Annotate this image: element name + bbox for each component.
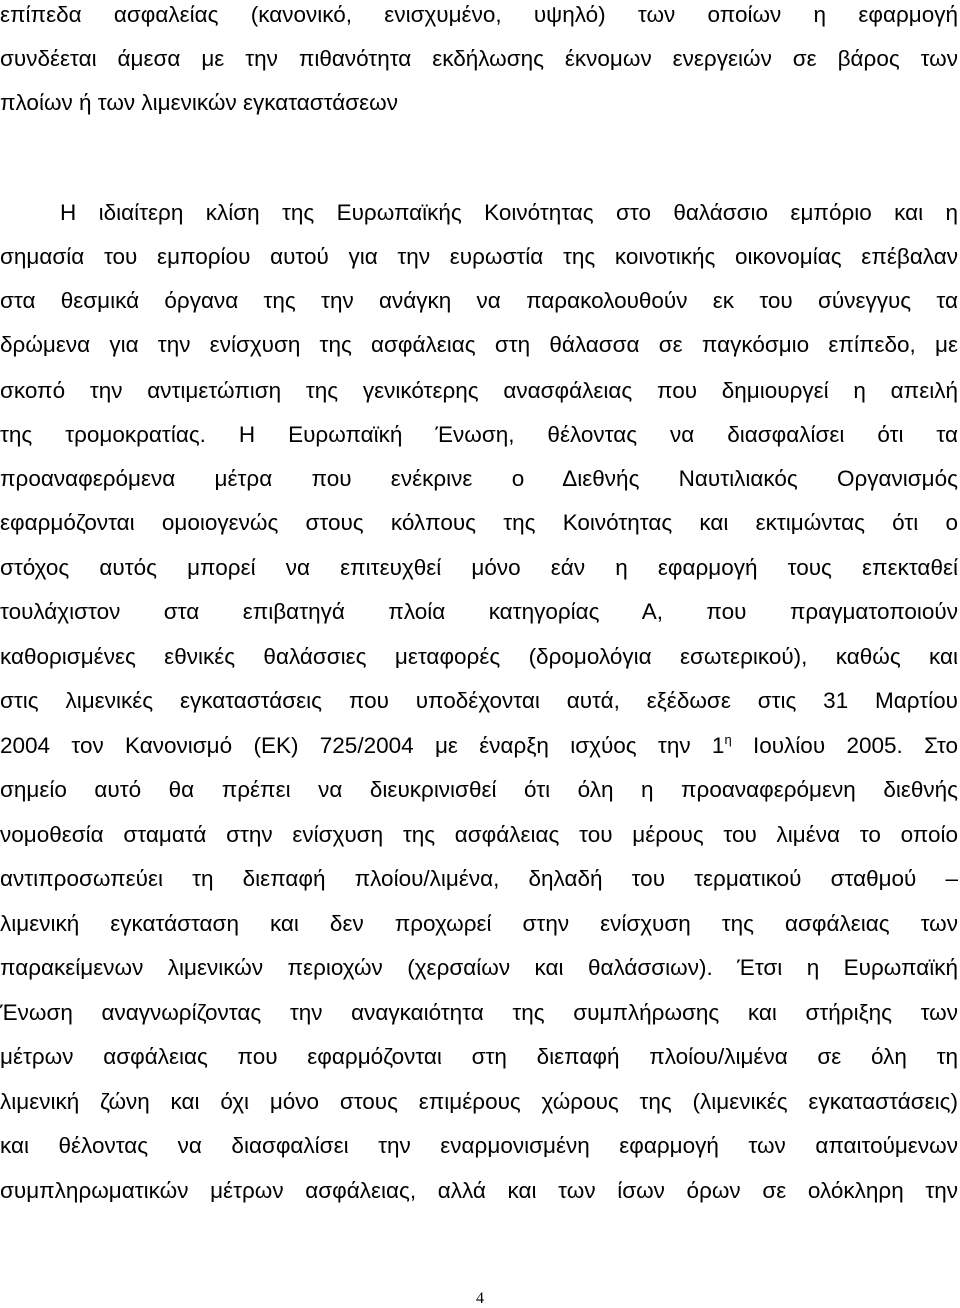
text-line: σημασία του εμπορίου αυτού για την ευρωστία της κοινοτικής οικονομίας επέβαλαν xyxy=(0,244,958,269)
text-segment: Ιουλίου 2005. Στο xyxy=(731,733,958,758)
text-line: καθορισμένες εθνικές θαλάσσιες μεταφορές (δρομολόγια εσωτερικού), καθώς και xyxy=(0,644,958,669)
ordinal-superscript: η xyxy=(724,732,732,747)
text-line: σημείο αυτό θα πρέπει να διευκρινισθεί ότι όλη η προαναφερόμενη διεθνής xyxy=(0,777,958,802)
text-line: εφαρμόζονται ομοιογενώς στους κόλπους της Κοινότητας και εκτιμώντας ότι ο xyxy=(0,510,958,535)
text-line: επίπεδα ασφαλείας (κανονικό, ενισχυμένο, υψηλό) των οποίων η εφαρμογή xyxy=(0,2,958,27)
text-line: στις λιμενικές εγκαταστάσεις που υποδέχονται αυτά, εξέδωσε στις 31 Μαρτίου xyxy=(0,688,958,713)
text-line: Η ιδιαίτερη κλίση της Ευρωπαϊκής Κοινότητας στο θαλάσσιο εμπόριο και η xyxy=(60,200,958,225)
text-line: νομοθεσία σταματά στην ενίσχυση της ασφάλειας του μέρους του λιμένα το οποίο xyxy=(0,822,958,847)
text-line: μέτρων ασφάλειας που εφαρμόζονται στη διεπαφή πλοίου/λιμένα σε όλη τη xyxy=(0,1044,958,1069)
text-line: αντιπροσωπεύει τη διεπαφή πλοίου/λιμένα, δηλαδή του τερματικού σταθμού – xyxy=(0,866,958,891)
text-line: στα θεσμικά όργανα της την ανάγκη να παρακολουθούν εκ του σύνεγγυς τα xyxy=(0,288,958,313)
text-line: παρακείμενων λιμενικών περιοχών (χερσαίων και θαλάσσιων). Έτσι η Ευρωπαϊκή xyxy=(0,955,958,980)
text-line: της τρομοκρατίας. Η Ευρωπαϊκή Ένωση, θέλοντας να διασφαλίσει ότι τα xyxy=(0,422,958,447)
text-line: δρώμενα για την ενίσχυση της ασφάλειας στη θάλασσα σε παγκόσμιο επίπεδο, με xyxy=(0,332,958,357)
text-line: λιμενική εγκατάσταση και δεν προχωρεί στην ενίσχυση της ασφάλειας των xyxy=(0,911,958,936)
text-line: τουλάχιστον στα επιβατηγά πλοία κατηγορίας Α, που πραγματοποιούν xyxy=(0,599,958,624)
page-number: 4 xyxy=(476,1290,484,1307)
text-line: σκοπό την αντιμετώπιση της γενικότερης ανασφάλειας που δημιουργεί η απειλή xyxy=(0,378,958,403)
text-line: προαναφερόμενα μέτρα που ενέκρινε ο Διεθνής Ναυτιλιακός Οργανισμός xyxy=(0,466,958,491)
text-line: συνδέεται άμεσα με την πιθανότητα εκδήλωσης έκνομων ενεργειών σε βάρος των xyxy=(0,46,958,71)
text-segment: 2004 τον Κανονισμό (ΕΚ) 725/2004 με έναρξη ισχύος την 1 xyxy=(0,733,725,758)
text-line: και θέλοντας να διασφαλίσει την εναρμονισμένη εφαρμογή των απαιτούμενων xyxy=(0,1133,958,1158)
text-line: συμπληρωματικών μέτρων ασφάλειας, αλλά και των ίσων όρων σε ολόκληρη την xyxy=(0,1178,958,1203)
text-line: Ένωση αναγνωρίζοντας την αναγκαιότητα της συμπλήρωσης και στήριξης των xyxy=(0,1000,958,1025)
text-line-with-superscript xyxy=(0,731,958,761)
text-line: λιμενική ζώνη και όχι μόνο στους επιμέρους χώρους της (λιμενικές εγκαταστάσεις) xyxy=(0,1089,958,1114)
text-line: πλοίων ή των λιμενικών εγκαταστάσεων xyxy=(0,90,398,115)
text-line: στόχος αυτός μπορεί να επιτευχθεί μόνο εάν η εφαρμογή τους επεκταθεί xyxy=(0,555,958,580)
